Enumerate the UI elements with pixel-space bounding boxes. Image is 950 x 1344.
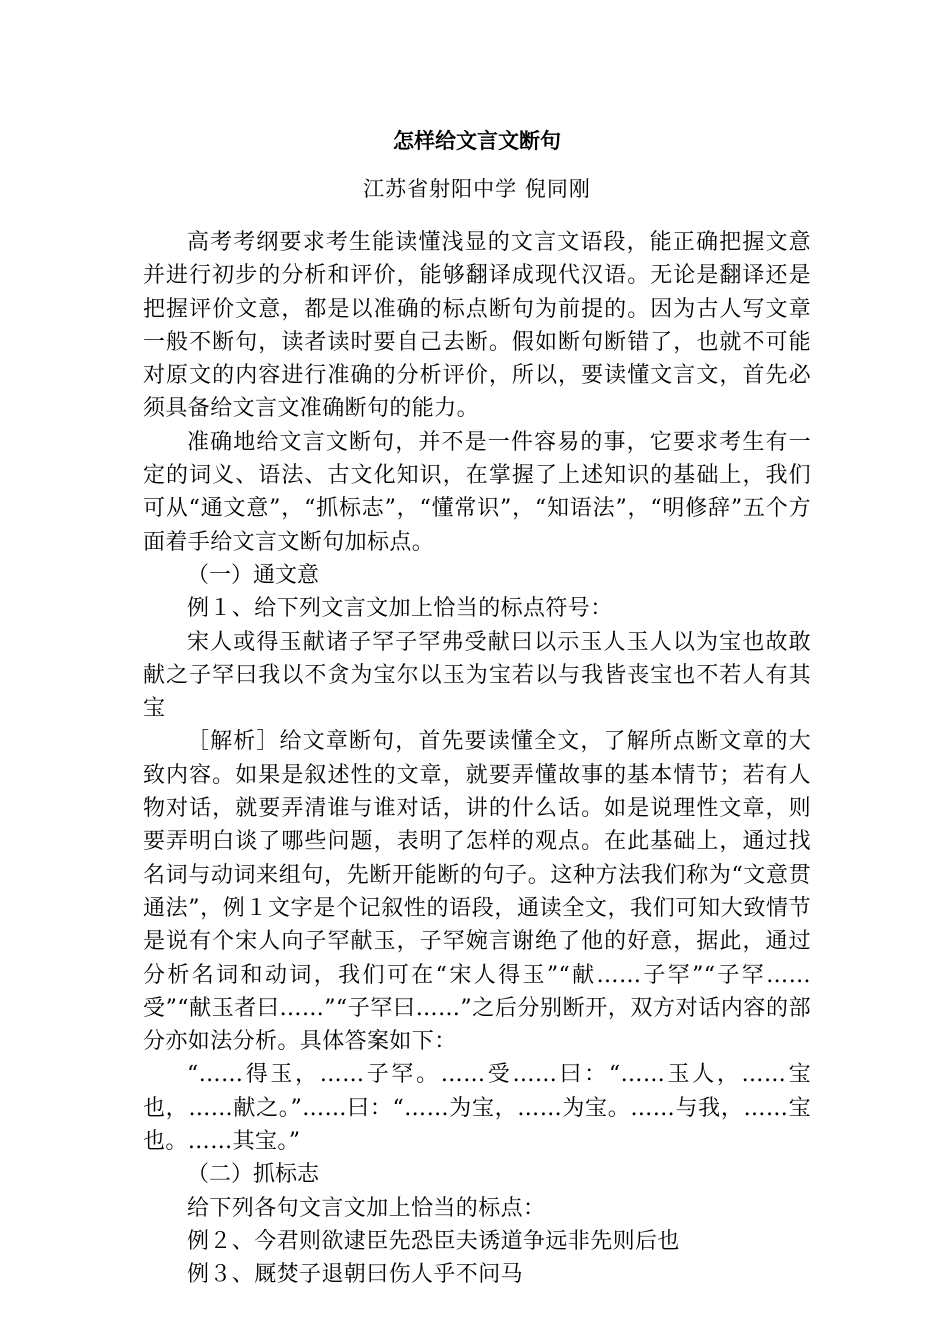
section-heading-zhuabiaozhi: （二）抓标志 (187, 1162, 320, 1188)
section-heading-tongwenyi: （一）通文意 (187, 562, 320, 588)
document-author: 江苏省射阳中学 倪同刚 (363, 177, 591, 201)
document-body (143, 226, 811, 1292)
example-3-text: 例３、厩焚子退朝曰伤人乎不问马 (187, 1262, 524, 1288)
example-2-text: 例２、今君则欲逮臣先恐臣夫诱道争远非先则后也 (187, 1228, 680, 1254)
method-paragraph: 准确地给文言文断句，并不是一件容易的事，它要求考生有一定的词义、语法、古文化知识，在掌握了上述知识的基础上，我们可从“通文意”，“抓标志”，“懂常识”，“知语法”，“明修辞”五个方面着手给文言文断句加标点。 (143, 429, 811, 555)
example-1-text: 宋人或得玉献诸子罕子罕弗受献曰以示玉人玉人以为宝也故敢献之子罕曰我以不贪为宝尔以玉为宝若以与我皆丧宝也不若人有其宝 (143, 629, 811, 722)
answer-paragraph: “……得玉，……子罕。……受……曰：“……玉人，……宝也，……献之。”……曰：“……为宝，……为宝。……与我，……宝也。……其宝。” (143, 1062, 811, 1155)
intro-paragraph: 高考考纲要求考生能读懂浅显的文言文语段，能正确把握文意并进行初步的分析和评价，能够翻译成现代汉语。无论是翻译还是把握评价文意，都是以准确的标点断句为前提的。因为古人写文章一般不断句，读者读时要自己去断。假如断句断错了，也就不可能对原文的内容进行准确的分析评价，所以，要读懂文言文，首先必须具备给文言文准确断句的能力。 (143, 230, 811, 422)
document-title: 怎样给文言文断句 (393, 128, 561, 153)
exercise-prompt: 给下列各句文言文加上恰当的标点： (187, 1195, 546, 1221)
analysis-paragraph: ［解析］给文章断句，首先要读懂全文，了解所点断文章的大致内容。如果是叙述性的文章，就要弄懂故事的基本情节；若有人物对话，就要弄清谁与谁对话，讲的什么话。如是说理性文章，则要弄明白谈了哪些问题，表明了怎样的观点。在此基础上，通过找名词与动词来组句，先断开能断的句子。这种方法我们称为“文意贯通法”，例１文字是个记叙性的语段，通读全文，我们可知大致情节是说有个宋人向子罕献玉，子罕婉言谢绝了他的好意，据此，通过分析名词和动词，我们可在“宋人得玉”“献……子罕”“子罕……受”“献玉者曰……”“子罕曰……”之后分别断开，双方对话内容的部分亦如法分析。具体答案如下： (143, 729, 811, 1055)
document-page (143, 122, 811, 1292)
example-1-prompt: 例１、给下列文言文加上恰当的标点符号： (187, 596, 613, 622)
